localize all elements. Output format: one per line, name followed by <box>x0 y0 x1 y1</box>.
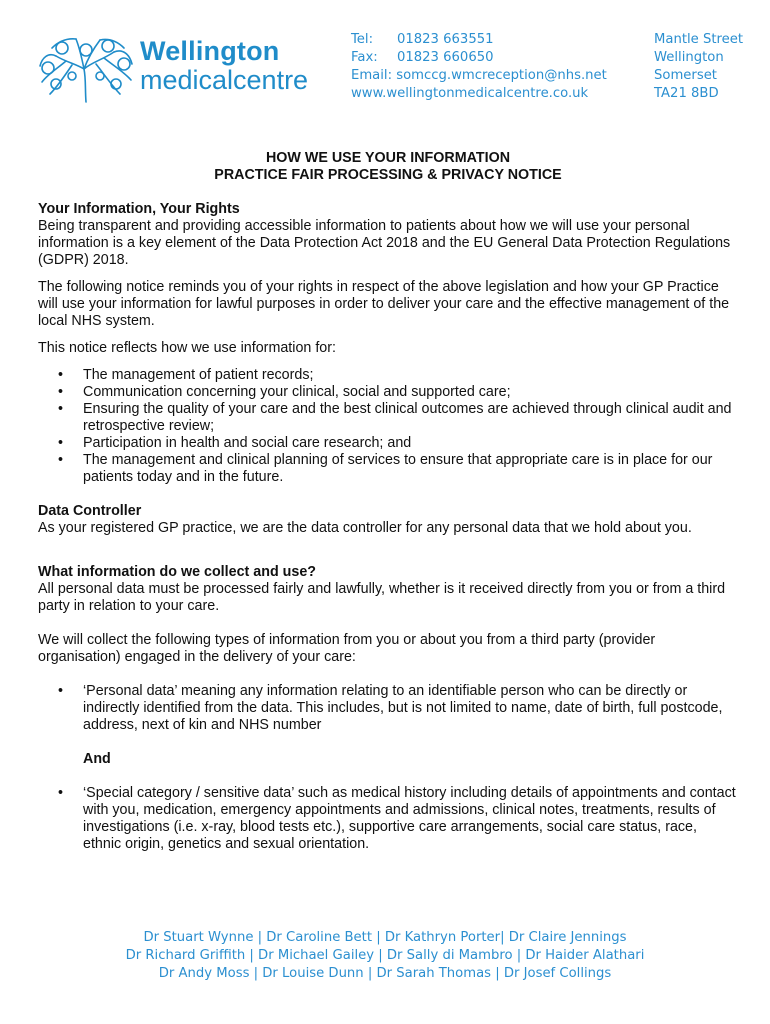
tel-label: Tel: <box>351 32 374 47</box>
partners-line: Dr Andy Moss | Dr Louise Dunn | Dr Sarah Thomas | Dr Josef Collings <box>158 966 612 981</box>
website-link[interactable]: www.wellingtonmedicalcentre.co.uk <box>351 86 589 101</box>
fax-label: Fax: <box>351 50 378 65</box>
address-line: TA21 8BD <box>654 86 719 101</box>
partners-line: Dr Stuart Wynne | Dr Caroline Bett | Dr Kathryn Porter| Dr Claire Jennings <box>143 930 627 945</box>
email-link[interactable]: Email: somccg.wmcreception@nhs.net <box>351 68 607 83</box>
letterhead <box>0 0 770 130</box>
paragraph: As your registered GP practice, we are the data controller for any personal data that we hold about you. <box>38 520 692 536</box>
document-body <box>38 150 738 853</box>
and-connector: And <box>83 751 111 767</box>
partners-footer <box>0 929 770 983</box>
paragraph: This notice reflects how we use information for: <box>38 340 336 356</box>
document-title: HOW WE USE YOUR INFORMATION <box>265 150 511 166</box>
list-item: • The management of patient records; <box>38 367 738 384</box>
section-heading: What information do we collect and use? <box>38 564 317 580</box>
section-heading: Your Information, Your Rights <box>38 201 240 217</box>
list-item: • ‘Personal data’ meaning any information relating to an identifiable person who can be directly or indirectly identified from the data. This includes, but is not limited to name, date of birth, full postcode, address, next of kin and NHS number <box>38 683 738 734</box>
practice-logo-wordmark <box>140 36 308 94</box>
paragraph: We will collect the following types of information from you or about you from a third party (provider organisation) engaged in the delivery of your care: <box>38 632 656 665</box>
address-block <box>654 31 743 103</box>
section-heading: Data Controller <box>38 503 142 519</box>
list-item: • Communication concerning your clinical, social and supported care; <box>38 384 738 401</box>
list-item: • Ensuring the quality of your care and the best clinical outcomes are achieved through clinical audit and retrospective review; <box>38 401 738 435</box>
tel-number: 01823 663551 <box>397 32 494 47</box>
tree-logo-icon <box>36 34 136 104</box>
paragraph: All personal data must be processed fairly and lawfully, whether is it received directly from you or from a third party in relation to your care. <box>38 581 726 614</box>
list-item: • The management and clinical planning of services to ensure that appropriate care is in place for our patients today and in the future. <box>38 452 738 486</box>
paragraph: The following notice reminds you of your rights in respect of the above legislation and how your GP Practice will use your information for lawful purposes in order to deliver your care and the effective management of the local NHS system. <box>38 279 730 329</box>
address-line: Wellington <box>654 50 724 65</box>
fax-number: 01823 660650 <box>397 50 494 65</box>
data-types-list <box>38 683 738 734</box>
address-line: Mantle Street <box>654 32 744 47</box>
address-line: Somerset <box>654 68 717 83</box>
logo-line-2: medicalcentre <box>140 65 309 95</box>
logo-line-1: Wellington <box>140 36 280 66</box>
uses-list <box>38 367 738 486</box>
document-subtitle: PRACTICE FAIR PROCESSING & PRIVACY NOTICE <box>214 167 562 183</box>
paragraph: Being transparent and providing accessible information to patients about how we will use your personal information is a key element of the Data Protection Act 2018 and the EU General Data Protection Regulations (GDPR) 2018. <box>38 218 731 268</box>
partners-line: Dr Richard Griffith | Dr Michael Gailey | Dr Sally di Mambro | Dr Haider Alathari <box>125 948 645 963</box>
list-item: • Participation in health and social care research; and <box>38 435 738 452</box>
data-types-list <box>38 785 738 853</box>
contact-block <box>351 31 607 103</box>
list-item: • ‘Special category / sensitive data’ such as medical history including details of appointments and contact with you, medication, emergency appointments and admissions, clinical notes, treatments, results of investigations (i.e. x-ray, blood tests etc.), supportive care arrangements, social care status, race, ethnic origin, genetics and sexual orientation. <box>38 785 738 853</box>
